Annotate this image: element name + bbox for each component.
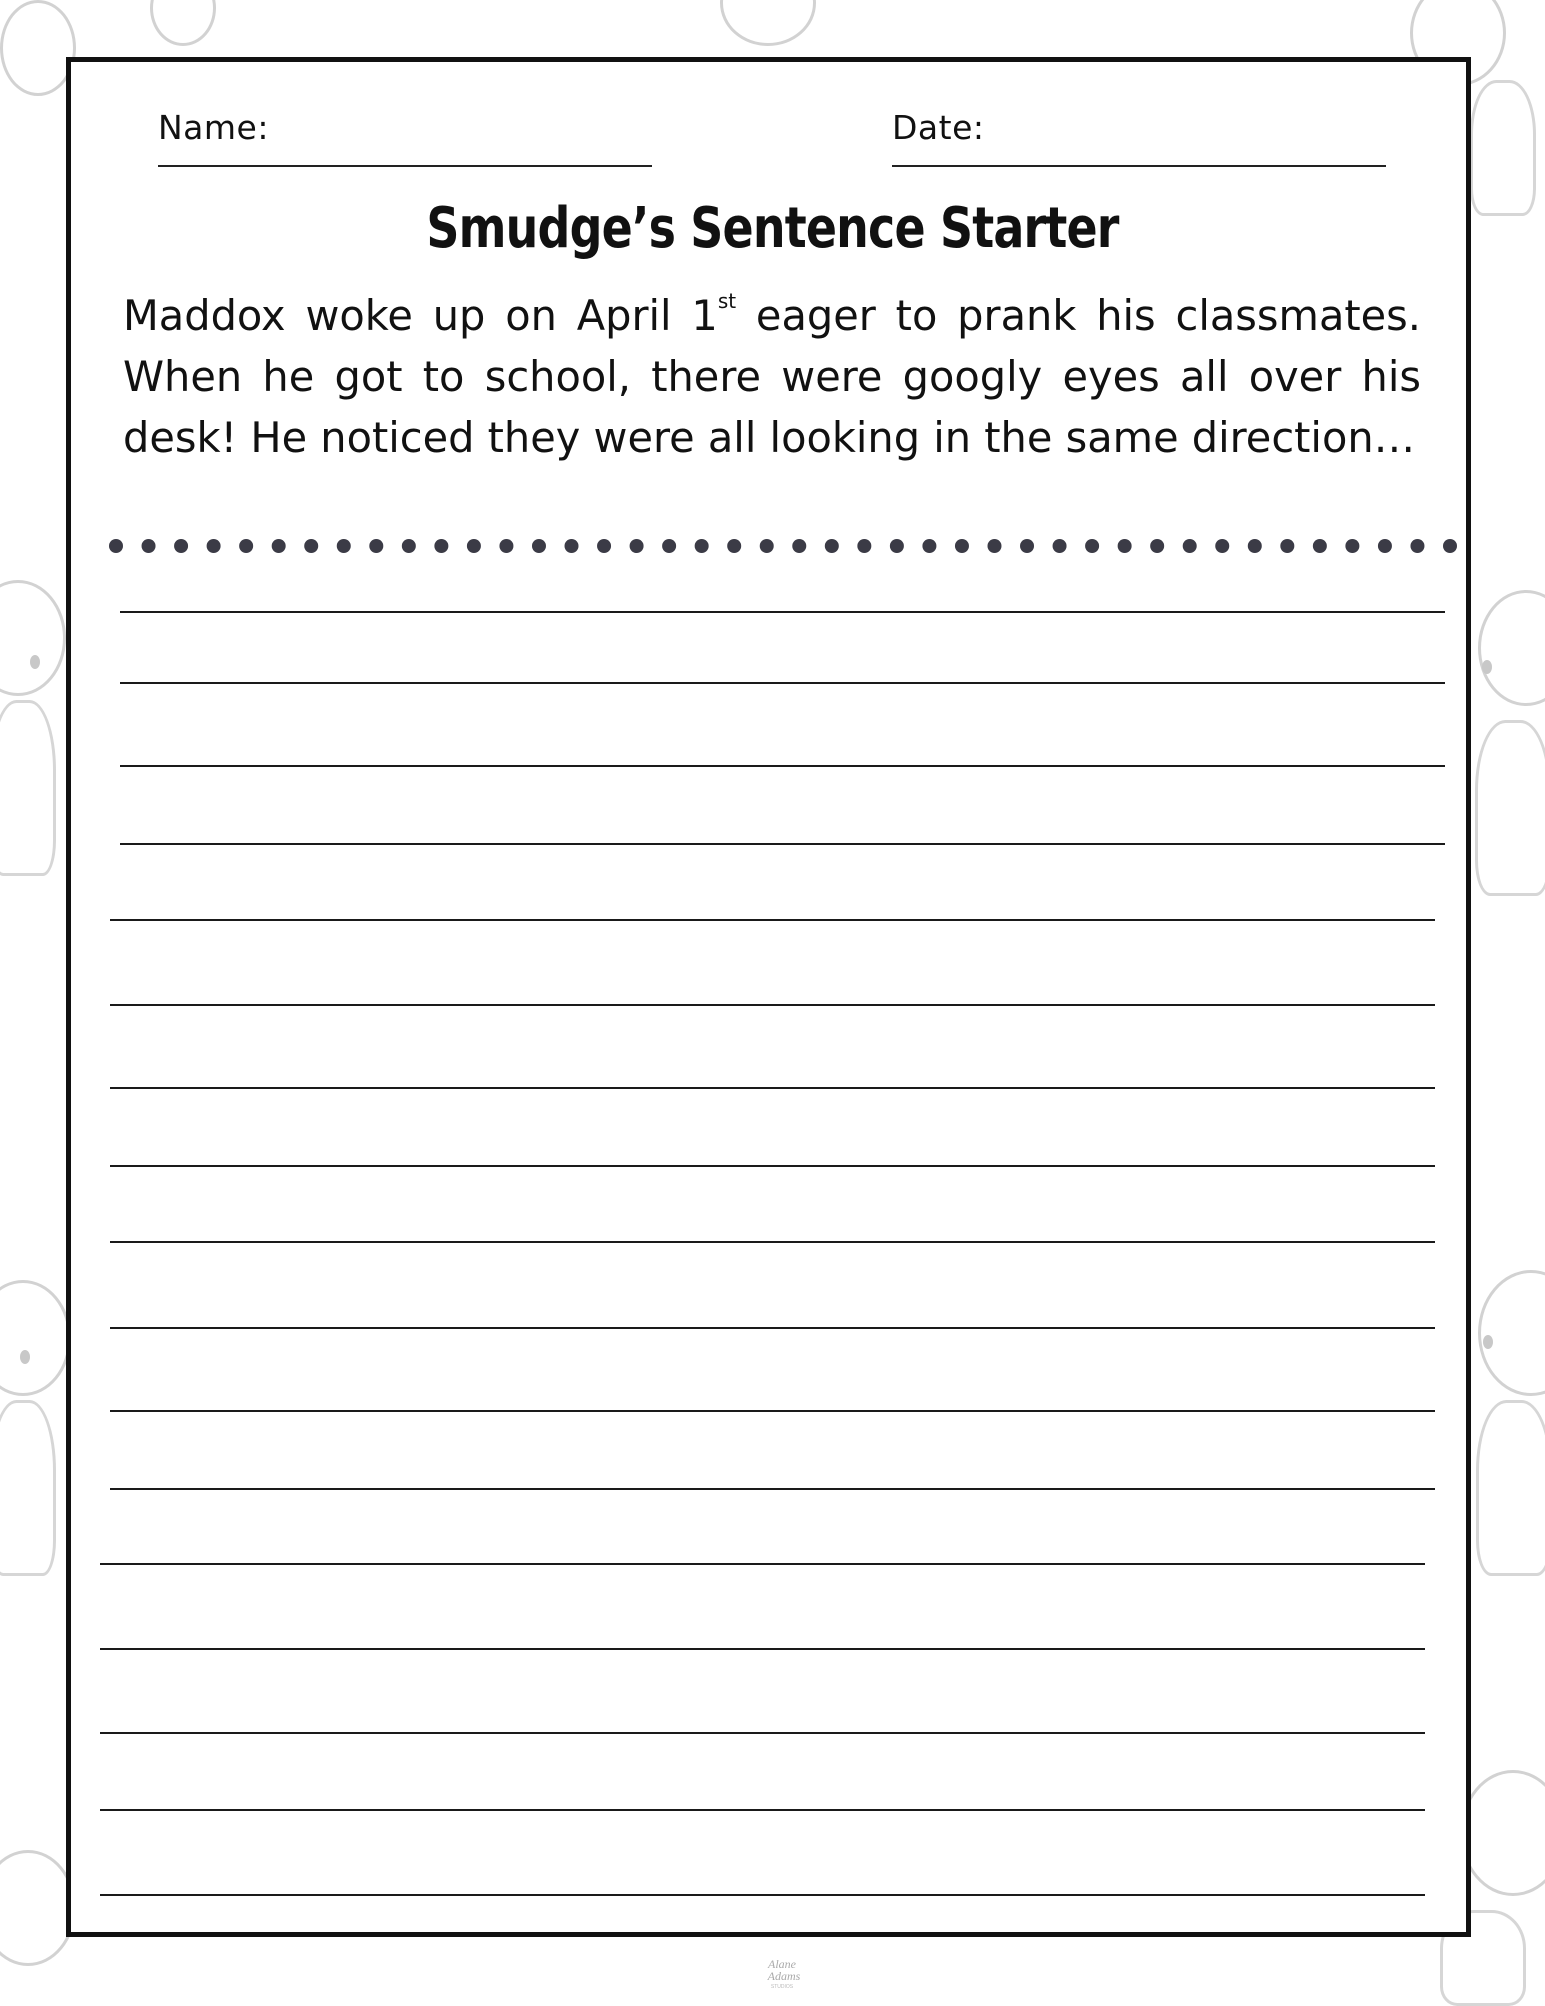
- divider-dot: [304, 539, 318, 553]
- writing-line[interactable]: [120, 611, 1445, 613]
- divider-dot: [955, 539, 969, 553]
- divider-dot: [662, 539, 676, 553]
- divider-dot: [1378, 539, 1392, 553]
- divider-dot: [987, 539, 1001, 553]
- writing-line[interactable]: [120, 843, 1445, 845]
- svg-text:Adams: Adams: [767, 1969, 801, 1983]
- writing-line[interactable]: [100, 1809, 1425, 1811]
- story-prompt-part1: Maddox woke up on April 1: [123, 291, 718, 340]
- divider-dot: [434, 539, 448, 553]
- date-label: Date:: [892, 108, 985, 147]
- divider-dot: [1313, 539, 1327, 553]
- divider-dot: [792, 539, 806, 553]
- writing-line[interactable]: [100, 1648, 1425, 1650]
- svg-text:Alane: Alane: [768, 1957, 796, 1971]
- divider-dot: [1118, 539, 1132, 553]
- divider-dot: [1020, 539, 1034, 553]
- divider-dot: [857, 539, 871, 553]
- divider-dot: [337, 539, 351, 553]
- writing-line[interactable]: [100, 1563, 1425, 1565]
- divider-dot: [727, 539, 741, 553]
- divider-dot: [142, 539, 156, 553]
- date-field-line[interactable]: [892, 165, 1386, 167]
- divider-dot: [207, 539, 221, 553]
- worksheet-title: Smudge’s Sentence Starter: [426, 196, 1119, 261]
- writing-line[interactable]: [100, 1894, 1425, 1896]
- publisher-logo: [752, 1950, 812, 1990]
- divider-dot: [760, 539, 774, 553]
- divider-dot: [1280, 539, 1294, 553]
- writing-line[interactable]: [110, 1165, 1435, 1167]
- writing-line[interactable]: [110, 1087, 1435, 1089]
- divider-dot: [1150, 539, 1164, 553]
- divider-dot: [1410, 539, 1424, 553]
- divider-dot: [1183, 539, 1197, 553]
- divider-dot: [1248, 539, 1262, 553]
- divider-dot: [922, 539, 936, 553]
- divider-dot: [1345, 539, 1359, 553]
- writing-line[interactable]: [110, 919, 1435, 921]
- svg-text:STUDIOS: STUDIOS: [770, 1984, 794, 1990]
- writing-line[interactable]: [120, 765, 1445, 767]
- divider-dot: [272, 539, 286, 553]
- divider-dot: [369, 539, 383, 553]
- divider-dot: [532, 539, 546, 553]
- writing-line[interactable]: [110, 1488, 1435, 1490]
- divider-dot: [597, 539, 611, 553]
- writing-line[interactable]: [110, 1327, 1435, 1329]
- writing-line[interactable]: [100, 1732, 1425, 1734]
- divider-dot: [1053, 539, 1067, 553]
- name-label: Name:: [158, 108, 269, 147]
- divider-dot: [109, 539, 123, 553]
- story-prompt-part2: eager to prank his classmates. When he got to school, there were googly eyes all over his desk! He noticed they were all looking in the same direction…: [123, 291, 1421, 462]
- divider-dot: [825, 539, 839, 553]
- divider-dot: [174, 539, 188, 553]
- writing-line[interactable]: [110, 1004, 1435, 1006]
- writing-line[interactable]: [110, 1410, 1435, 1412]
- divider-dot: [1443, 539, 1457, 553]
- divider-dot: [239, 539, 253, 553]
- divider-dot: [467, 539, 481, 553]
- divider-dot: [695, 539, 709, 553]
- divider-dot: [1085, 539, 1099, 553]
- divider-dot: [499, 539, 513, 553]
- dotted-divider: [108, 538, 1458, 554]
- writing-line[interactable]: [120, 682, 1445, 684]
- writing-line[interactable]: [110, 1241, 1435, 1243]
- divider-dot: [565, 539, 579, 553]
- divider-dot: [402, 539, 416, 553]
- story-prompt: [123, 285, 1421, 468]
- divider-dot: [890, 539, 904, 553]
- name-field-line[interactable]: [158, 165, 652, 167]
- divider-dot: [1215, 539, 1229, 553]
- story-prompt-superscript: st: [717, 289, 737, 313]
- divider-dot: [630, 539, 644, 553]
